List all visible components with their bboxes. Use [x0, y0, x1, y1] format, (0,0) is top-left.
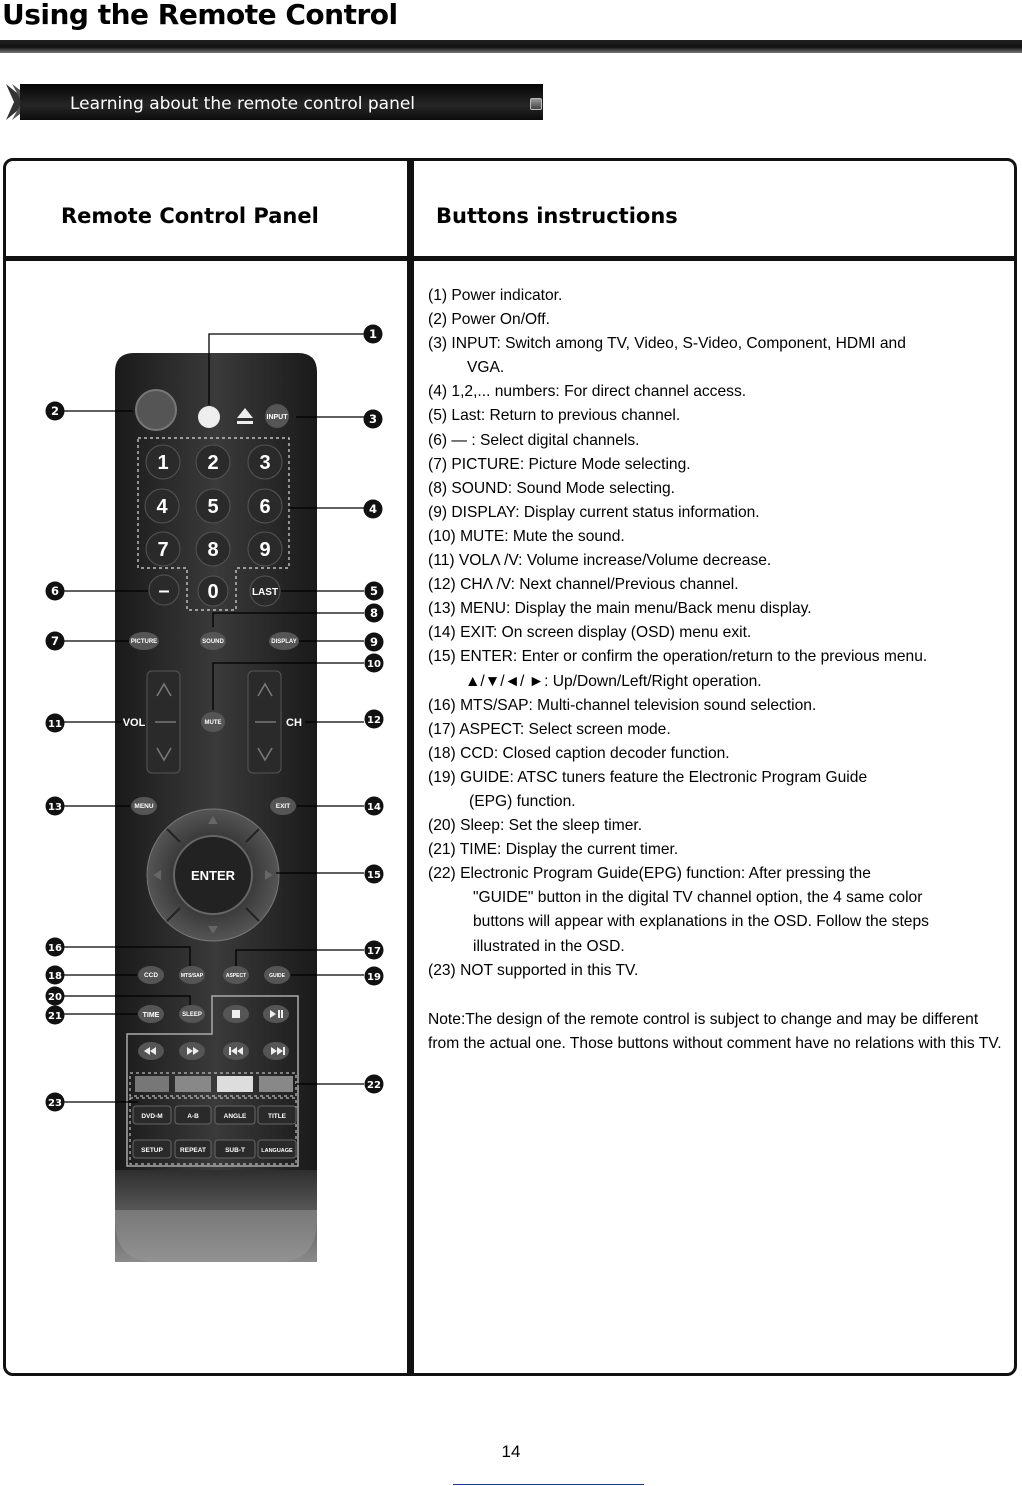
page-title: Using the Remote Control	[2, 0, 398, 31]
key-8: 8	[207, 539, 219, 561]
ccd-label: CCD	[143, 972, 159, 979]
callout-8: 8	[369, 606, 379, 620]
instruction-item: (18) CCD: Closed caption decoder function.	[428, 744, 730, 762]
callout-2: 2	[50, 404, 60, 418]
callout-9: 9	[369, 635, 379, 649]
page-number: 14	[501, 1442, 521, 1461]
rewind-icon	[138, 1042, 164, 1060]
instruction-item: (6) — : Select digital channels.	[428, 431, 640, 449]
note-text: Note:The design of the remote control is subject to change and may be different from the actual one. Those buttons without comment have no relations with this TV.	[428, 1011, 1002, 1053]
language-label: LANGUAGE	[261, 1148, 293, 1154]
section-banner	[6, 82, 543, 122]
instruction-item: (4) 1,2,... numbers: For direct channel access.	[428, 383, 747, 401]
picture-label: PICTURE	[130, 639, 158, 645]
remote-illustration	[0, 260, 407, 1370]
subt-label: SUB-T	[225, 1147, 245, 1154]
instruction-item: (1) Power indicator.	[428, 287, 563, 304]
instruction-item: (11) VOLΛ /V: Volume increase/Volume decrease.	[428, 552, 772, 570]
angle-label: ANGLE	[223, 1113, 247, 1120]
sleep-label: SLEEP	[182, 1012, 202, 1018]
key-2: 2	[207, 452, 219, 474]
key-4: 4	[156, 496, 168, 518]
red-button	[135, 1076, 169, 1092]
instruction-item: buttons will appear with explanations in the OSD. Follow the steps	[473, 913, 929, 931]
enter-label: ENTER	[190, 868, 236, 883]
column-divider	[407, 158, 414, 1376]
callout-12: 12	[367, 715, 381, 726]
callout-19: 19	[367, 972, 381, 983]
instruction-item: (16) MTS/SAP: Multi-channel television sound selection.	[428, 696, 817, 714]
banner-square-icon	[530, 98, 542, 110]
title-rule	[0, 40, 1022, 53]
instruction-item: (8) SOUND: Sound Mode selecting.	[428, 479, 676, 497]
key-3: 3	[259, 452, 271, 474]
callout-23: 23	[48, 1098, 62, 1109]
power-button	[136, 390, 176, 430]
vol-label: VOL	[122, 717, 146, 729]
previous-icon	[223, 1042, 249, 1060]
title-label: TITLE	[267, 1113, 287, 1120]
blue-button	[259, 1076, 293, 1092]
callout-17: 17	[367, 946, 381, 957]
callout-10: 10	[367, 659, 381, 670]
instruction-item: (15) ENTER: Enter or confirm the operation/return to the previous menu.	[428, 648, 928, 666]
callout-7: 7	[50, 634, 60, 648]
sound-label: SOUND	[202, 639, 224, 645]
green-button	[175, 1076, 211, 1092]
key-0: 0	[207, 581, 219, 603]
instruction-item: (22) Electronic Program Guide(EPG) function: After pressing the	[428, 865, 871, 883]
callout-14: 14	[367, 802, 381, 813]
stop-icon	[223, 1005, 249, 1023]
right-column-heading: Buttons instructions	[436, 204, 678, 228]
instruction-item: (9) DISPLAY: Display current status information.	[428, 503, 760, 521]
power-indicator	[198, 406, 220, 428]
key-9: 9	[259, 539, 271, 561]
instruction-item: (21) TIME: Display the current timer.	[428, 841, 679, 859]
footer-rule	[453, 1484, 644, 1485]
instruction-item: (20) Sleep: Set the sleep timer.	[428, 817, 643, 835]
callout-5: 5	[369, 584, 379, 598]
callout-22: 22	[367, 1080, 381, 1091]
instruction-item: (2) Power On/Off.	[428, 311, 550, 329]
play-pause-icon	[263, 1005, 289, 1023]
instruction-item: (7) PICTURE: Picture Mode selecting.	[428, 455, 691, 473]
next-icon	[263, 1042, 289, 1060]
instruction-item: (19) GUIDE: ATSC tuners feature the Electronic Program Guide	[428, 768, 868, 786]
callout-1: 1	[368, 327, 378, 341]
callout-16: 16	[48, 943, 62, 954]
instruction-item: (13) MENU: Display the main menu/Back menu display.	[428, 600, 812, 618]
callout-18: 18	[48, 971, 62, 982]
fast-forward-icon	[179, 1042, 205, 1060]
banner-bar	[20, 84, 543, 120]
key-dash: –	[158, 580, 170, 602]
banner-text: Learning about the remote control panel	[70, 94, 416, 114]
yellow-button	[217, 1076, 253, 1092]
dvdm-label: DVD-M	[141, 1113, 163, 1120]
callout-21: 21	[48, 1011, 62, 1022]
instruction-item: (10) MUTE: Mute the sound.	[428, 527, 625, 545]
input-label: INPUT	[266, 414, 288, 421]
ch-label: CH	[286, 717, 302, 729]
key-7: 7	[157, 539, 169, 561]
key-6: 6	[259, 496, 271, 518]
guide-label: GUIDE	[269, 973, 285, 979]
instruction-item: (12) CHΛ /V: Next channel/Previous channel.	[428, 576, 739, 594]
callout-6: 6	[50, 584, 60, 598]
time-label: TIME	[142, 1012, 160, 1019]
callout-3: 3	[368, 412, 378, 426]
instruction-item: (EPG) function.	[469, 792, 576, 810]
instruction-item: (5) Last: Return to previous channel.	[428, 407, 681, 425]
instructions-list	[428, 284, 1013, 983]
mts-label: MTS/SAP	[180, 973, 204, 979]
aspect-label: ASPECT	[225, 973, 247, 979]
ab-label: A-B	[187, 1113, 199, 1120]
instruction-item: "GUIDE" button in the digital TV channel option, the 4 same color	[473, 889, 923, 907]
key-1: 1	[157, 452, 169, 474]
callout-20: 20	[48, 992, 62, 1003]
instruction-item: (3) INPUT: Switch among TV, Video, S-Video, Component, HDMI and	[428, 335, 906, 353]
callout-15: 15	[367, 870, 381, 881]
exit-label: EXIT	[275, 803, 291, 810]
display-label: DISPLAY	[271, 639, 297, 645]
instruction-item: (14) EXIT: On screen display (OSD) menu exit.	[428, 624, 752, 642]
callout-4: 4	[368, 502, 378, 516]
mute-label: MUTE	[204, 720, 222, 726]
callout-13: 13	[48, 802, 62, 813]
instruction-item: illustrated in the OSD.	[473, 937, 625, 955]
callout-11: 11	[48, 719, 62, 730]
repeat-label: REPEAT	[180, 1147, 206, 1154]
left-column-heading: Remote Control Panel	[61, 204, 319, 228]
last-label: LAST	[251, 587, 279, 598]
menu-label: MENU	[134, 803, 154, 810]
key-5: 5	[207, 496, 219, 518]
instruction-item: (17) ASPECT: Select screen mode.	[428, 720, 671, 738]
setup-label: SETUP	[141, 1147, 163, 1154]
instruction-item: VGA.	[467, 359, 505, 377]
instruction-item: (23) NOT supported in this TV.	[428, 961, 639, 979]
instruction-item: ▲/▼/◄/ ►: Up/Down/Left/Right operation.	[465, 672, 762, 690]
